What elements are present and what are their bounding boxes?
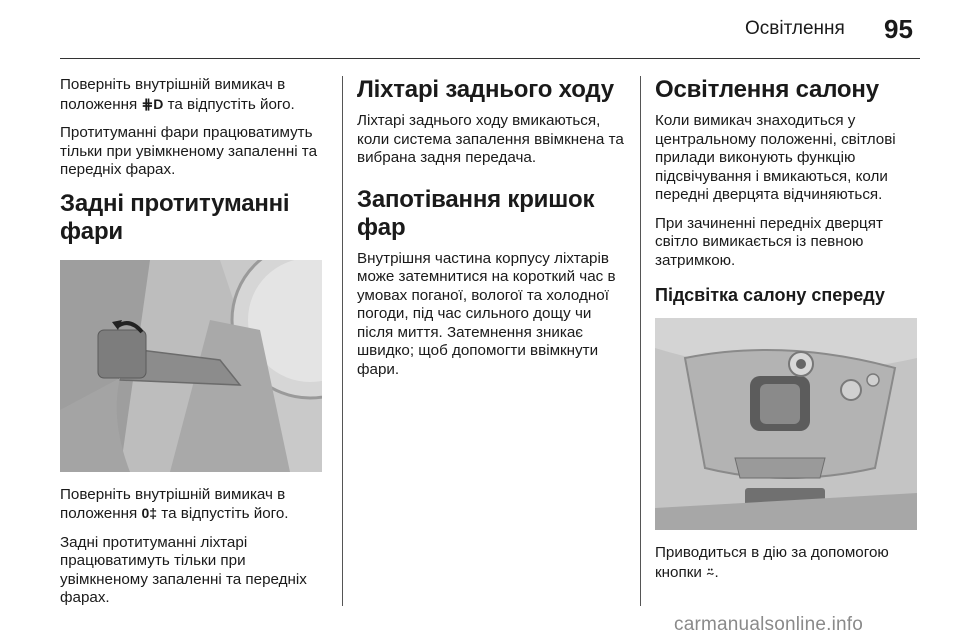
header-rule bbox=[60, 58, 920, 59]
paragraph: Коли вимикач знаходиться у центральному положенні, світлові прилади виконують функцію підсвічування і вмикаються, коли передні дверцята відчиняються. bbox=[655, 112, 896, 203]
section-heading: Запотівання кришок фар bbox=[357, 185, 595, 241]
subsection-heading: Підсвітка салону спереду bbox=[655, 285, 885, 305]
paragraph: Задні протитуманні ліхтарі працюватимуть тільки при увімкненому запаленні та передніх фарах. bbox=[60, 533, 307, 606]
column-3 bbox=[655, 76, 923, 592]
page-number: 95 bbox=[884, 14, 913, 44]
section-heading: Задні протитуманні фари bbox=[60, 189, 290, 245]
paragraph: Протитуманні фари працюватимуть тільки при увімкненому запаленні та передніх фарах. bbox=[60, 124, 318, 178]
column-divider bbox=[342, 76, 343, 606]
paragraph: Приводиться в дію за допомогою кнопки ⍨. bbox=[655, 544, 889, 581]
interior-light-illustration bbox=[655, 318, 917, 530]
paragraph: Поверніть внутрішній вимикач в положення 0‡ та відпустіть його. bbox=[60, 485, 289, 522]
front-interior-light-image bbox=[655, 318, 917, 530]
front-fog-light-icon: ⋕D bbox=[141, 95, 164, 112]
column-2 bbox=[357, 76, 625, 389]
column-1 bbox=[60, 76, 328, 618]
rear-fog-light-icon: 0‡ bbox=[141, 505, 158, 521]
fog-light-switch-illustration bbox=[60, 260, 322, 472]
paragraph: При зачиненні передніх дверцят світло вимикається із певною затримкою. bbox=[655, 214, 883, 269]
paragraph: Ліхтарі заднього ходу вмикаються, коли система запалення ввімкнена та вибрана задня передача. bbox=[357, 112, 624, 166]
interior-light-icon: ⍨ bbox=[706, 563, 715, 580]
column-divider bbox=[640, 76, 641, 606]
watermark: carmanualsonline.info bbox=[674, 614, 864, 635]
header-title: Освітлення bbox=[745, 18, 845, 39]
paragraph: Поверніть внутрішній вимикач в положення ⋕D та відпустіть його. bbox=[60, 76, 295, 113]
section-heading: Ліхтарі заднього ходу bbox=[357, 76, 614, 103]
fog-light-switch-image bbox=[60, 260, 322, 472]
paragraph: Внутрішня частина корпусу ліхтарів може затемнитися на короткий час в умовах поганої, вологої та холодної погоди, під час сильного дощу чи після миття. Затемнення зникає швидко; щоб допомогти ввімкнути фари. bbox=[357, 249, 616, 378]
section-heading: Освітлення салону bbox=[655, 76, 879, 103]
